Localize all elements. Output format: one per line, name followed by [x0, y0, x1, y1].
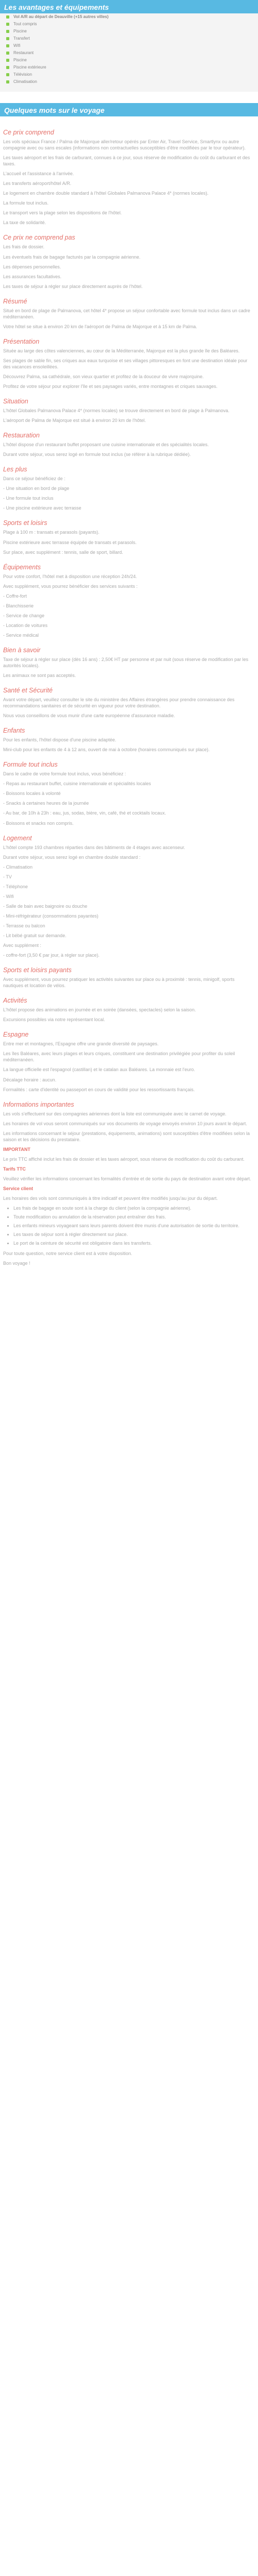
section-paragraph: Entre mer et montagnes, l'Espagne offre une grande diversité de paysages. — [3, 1041, 159, 1047]
info-bullet: • Toute modification ou annulation de la réservation peut entraîner des frais. — [13, 1214, 255, 1220]
section-paragraph: L'hôtel compte 193 chambres réparties dans des bâtiments de 4 étages avec ascenseur. — [3, 844, 185, 850]
section-paragraph: - Service de change — [3, 613, 45, 618]
section-heading: Restauration — [3, 432, 40, 439]
advantage-item: Piscine extérieure — [6, 64, 258, 71]
section-paragraph: Piscine extérieure avec terrasse équipée de transats et parasols. — [3, 539, 137, 545]
note-paragraph: Les horaires des vols sont communiqués à titre indicatif et peuvent être modifiés jusqu'au jour du départ. — [3, 1196, 218, 1201]
section-paragraph: - Une piscine extérieure avec terrasse — [3, 505, 82, 511]
advantages-panel — [0, 13, 258, 92]
section-heading: Les plus — [3, 466, 27, 473]
advantage-item: Climatisation — [6, 78, 258, 86]
section-paragraph: Durant votre séjour, vous serez logé en formule tout inclus (se référer à la rubrique dédiée). — [3, 452, 191, 457]
highlight-label: Tarifs TTC — [3, 1166, 26, 1172]
info-bullet: • Les taxes de séjour sont à régler directement sur place. — [13, 1231, 255, 1238]
note-paragraph: Le prix TTC affiché inclut les frais de dossier et les taxes aéroport, sous réserve de modification du coût du carburant. — [3, 1156, 245, 1162]
advantage-item: Restaurant — [6, 49, 258, 57]
section-heading: Logement — [3, 834, 32, 842]
section-paragraph: La langue officielle est l'espagnol (castillan) et le catalan aux Baléares. La monnaie est l'euro. — [3, 1067, 195, 1073]
section-paragraph: Les vols spéciaux France / Palma de Majorque aller/retour opérés par Enter Air, Travel Service, Smartlynx ou autre compagnie avec ou sans escales (informations non contractuelles susceptibles d'être modifiées par le tour opérateur). — [3, 139, 246, 151]
section-heading: Ce prix comprend — [3, 129, 54, 136]
section-paragraph: Les informations concernant le séjour (prestations, équipements, animations) sont susceptibles d'être modifiées selon la saison et les décisions du prestataire. — [3, 1130, 250, 1142]
section-paragraph: - coffre-fort (3,50 € par jour, à régler sur place). — [3, 953, 100, 958]
section-paragraph: L'aéroport de Palma de Majorque est situé à environ 20 km de l'hôtel. — [3, 418, 146, 423]
quick-words-header: Quelques mots sur le voyage — [0, 103, 258, 116]
section-paragraph: - TV — [3, 874, 12, 879]
section-paragraph: Profitez de votre séjour pour explorer l'île et ses paysages variés, entre montagnes et criques sauvages. — [3, 384, 218, 389]
section-paragraph: Le transport vers la plage selon les dispositions de l'hôtel. — [3, 210, 122, 216]
section-paragraph: Les taxes aéroport et les frais de carburant, connues à ce jour, sous réserve de modification du coût du carburant et des taxes. — [3, 155, 250, 167]
section-paragraph: Les transferts aéroport/hôtel A/R. — [3, 181, 72, 187]
advantage-item: Piscine — [6, 28, 258, 35]
section-paragraph: L'hôtel propose des animations en journée et en soirée (dansées, spectacles) selon la saison. — [3, 1007, 196, 1013]
closing-paragraph: Bon voyage ! — [3, 1261, 30, 1266]
section-paragraph: Avec supplément, vous pourrez bénéficier des services suivants : — [3, 583, 138, 589]
section-paragraph: Pour les enfants, l'hôtel dispose d'une piscine adaptée. — [3, 737, 117, 743]
section-paragraph: - Téléphone — [3, 884, 28, 889]
section-paragraph: Ses plages de sable fin, ses criques aux eaux turquoise et ses villages pittoresques en font une destination idéale pour des vacances ensoleillées. — [3, 358, 248, 369]
section-paragraph: Nous vous conseillons de vous munir d'une carte européenne d'assurance maladie. — [3, 713, 175, 719]
section-paragraph: - Lit bébé gratuit sur demande. — [3, 933, 67, 938]
section-paragraph: Les animaux ne sont pas acceptés. — [3, 673, 76, 679]
section-paragraph: - Repas au restaurant buffet, cuisine internationale et spécialités locales — [3, 781, 151, 787]
section-paragraph: - Une formule tout inclus — [3, 496, 54, 501]
section-paragraph: - Coffre-fort — [3, 593, 27, 599]
section-heading: Activités — [3, 997, 27, 1005]
section-paragraph: Décalage horaire : aucun. — [3, 1077, 57, 1082]
advantages-header: Les avantages et équipements — [0, 0, 258, 13]
section-paragraph: - Mini-réfrigérateur (consommations payantes) — [3, 913, 99, 919]
info-bullet: • Les frais de bagage en soute sont à la charge du client (selon la compagnie aérienne). — [13, 1205, 255, 1211]
section-paragraph: Sur place, avec supplément : tennis, salle de sport, billard. — [3, 549, 123, 555]
section-paragraph: L'hôtel dispose d'un restaurant buffet proposant une cuisine internationale et des spécialités locales. — [3, 442, 209, 448]
section-heading: Bien à savoir — [3, 646, 41, 654]
advantage-item: Transfert — [6, 35, 258, 42]
advantage-item: Piscine — [6, 57, 258, 64]
section-paragraph: La taxe de solidarité. — [3, 220, 46, 226]
section-paragraph: Dans le cadre de votre formule tout inclus, vous bénéficiez : — [3, 771, 126, 777]
section-heading: Sports et loisirs payants — [3, 967, 72, 974]
section-heading: Présentation — [3, 337, 40, 345]
advantages-list — [0, 13, 258, 86]
section-paragraph: Taxe de séjour à régler sur place (dès 16 ans) : 2,50€ HT par personne et par nuit (sous réserve de modification par les autorités locales). — [3, 656, 249, 668]
section-heading: Formule tout inclus — [3, 761, 58, 769]
advantage-item: Vol A/R au départ de Deauville (+15 autres villes) — [6, 13, 258, 21]
section-paragraph: Les éventuels frais de bagage facturés par la compagnie aérienne. — [3, 254, 141, 260]
section-paragraph: Le logement en chambre double standard à l'hôtel Globales Palmanova Palace 4* (normes locales). — [3, 191, 208, 196]
section-paragraph: Les frais de dossier. — [3, 244, 45, 250]
section-paragraph: - Snacks à certaines heures de la journée — [3, 801, 89, 806]
advantage-item: Tout compris — [6, 21, 258, 28]
section-heading: Ce prix ne comprend pas — [3, 234, 75, 242]
section-paragraph: - Location de voitures — [3, 622, 48, 628]
section-heading: Espagne — [3, 1031, 29, 1039]
section-paragraph: - Boissons et snacks non compris. — [3, 820, 74, 826]
section-paragraph: - Terrasse ou balcon — [3, 923, 45, 928]
section-paragraph: Mini-club pour les enfants de 4 à 12 ans, ouvert de mai à octobre (horaires communiqués sur place). — [3, 747, 210, 753]
closing-paragraph: Pour toute question, notre service client est à votre disposition. — [3, 1251, 133, 1257]
section-paragraph: - Au bar, de 10h à 23h : eau, jus, sodas, bière, vin, café, thé et cocktails locaux. — [3, 810, 166, 816]
section-heading: Résumé — [3, 297, 27, 305]
section-paragraph: - Salle de bain avec baignoire ou douche — [3, 903, 88, 909]
section-paragraph: Durant votre séjour, vous serez logé en chambre double standard : — [3, 854, 141, 860]
section-paragraph: Avant votre départ, veuillez consulter le site du ministère des Affaires étrangères pour prendre connaissance des recommandations sanitaires et de sécurité en vigueur pour votre destination. — [3, 697, 235, 709]
note-paragraph: Veuillez vérifier les informations concernant les formalités d'entrée et de sortie du pays de destination avant votre départ. — [3, 1176, 251, 1181]
section-paragraph: Les horaires de vol vous seront communiqués sur vos documents de voyage envoyés environ 10 jours avant le départ. — [3, 1121, 247, 1126]
section-heading: Enfants — [3, 727, 25, 735]
section-paragraph: - Boissons locales à volonté — [3, 791, 61, 796]
info-bullet: • Les enfants mineurs voyageant sans leurs parents doivent être munis d'une autorisation de sortie du territoire. — [13, 1223, 255, 1229]
section-paragraph: Avec supplément, vous pourrez pratiquer les activités suivantes sur place ou à proximité : tennis, minigolf, sports nautiques et location de vélos. — [3, 977, 235, 989]
section-paragraph: - Wifi — [3, 893, 14, 899]
info-bullet: • Le port de la ceinture de sécurité est obligatoire dans les transferts. — [13, 1240, 255, 1246]
section-paragraph: Dans ce séjour bénéficiez de : — [3, 476, 66, 482]
section-paragraph: Situé en bord de plage de Palmanova, cet hôtel 4* propose un séjour confortable avec formule tout inclus dans un cadre méditerranéen. — [3, 308, 250, 319]
section-paragraph: L'hôtel Globales Palmanova Palace 4* (normes locales) se trouve directement en bord de plage à Palmanova. — [3, 408, 230, 414]
section-paragraph: Les assurances facultatives. — [3, 274, 62, 279]
section-paragraph: Plage à 100 m : transats et parasols (payants). — [3, 530, 100, 535]
section-paragraph: - Blanchisserie — [3, 603, 34, 608]
section-paragraph: Pour votre confort, l'hôtel met à disposition une réception 24h/24. — [3, 573, 137, 579]
advantage-item: Télévision — [6, 71, 258, 78]
section-paragraph: La formule tout inclus. — [3, 200, 49, 206]
section-paragraph: Votre hôtel se situe à environ 20 km de l'aéroport de Palma de Majorque et à 15 km de Palma. — [3, 324, 197, 329]
highlight-label: IMPORTANT — [3, 1146, 30, 1152]
section-heading: Équipements — [3, 563, 41, 571]
section-heading: Situation — [3, 398, 28, 405]
advantage-item: Wifi — [6, 42, 258, 49]
section-paragraph: Formalités : carte d'identité ou passeport en cours de validité pour les ressortissants français. — [3, 1087, 195, 1092]
section-heading: Sports et loisirs — [3, 519, 47, 527]
section-paragraph: - Une situation en bord de plage — [3, 486, 70, 492]
section-paragraph: Située au large des côtes valenciennes, au cœur de la Méditerranée, Majorque est la plus grande île des Baléares. — [3, 348, 240, 353]
section-paragraph: - Climatisation — [3, 864, 33, 870]
section-heading: Informations importantes — [3, 1100, 74, 1108]
section-paragraph: Les îles Baléares, avec leurs plages et leurs criques, constituent une destination privilégiée pour profiter du soleil méditerranéen. — [3, 1051, 235, 1063]
section-heading: Santé et Sécurité — [3, 687, 53, 694]
section-paragraph: Les dépenses personnelles. — [3, 264, 61, 269]
section-paragraph: Découvrez Palma, sa cathédrale, son vieux quartier et profitez de la douceur de vivre majorquine. — [3, 374, 204, 379]
section-paragraph: L'accueil et l'assistance à l'arrivée. — [3, 171, 74, 177]
section-paragraph: Les taxes de séjour à régler sur place directement auprès de l'hôtel. — [3, 283, 143, 289]
section-paragraph: Avec supplément : — [3, 943, 41, 948]
highlight-label: Service client — [3, 1185, 34, 1191]
section-paragraph: - Service médical — [3, 632, 39, 638]
trip-description — [3, 121, 255, 1270]
section-paragraph: Les vols s'effectuent sur des compagnies aériennes dont la liste est communiquée avec le carnet de voyage. — [3, 1111, 227, 1116]
info-bullet-list — [13, 1205, 255, 1246]
section-paragraph: Excursions possibles via notre représentant local. — [3, 1017, 105, 1023]
